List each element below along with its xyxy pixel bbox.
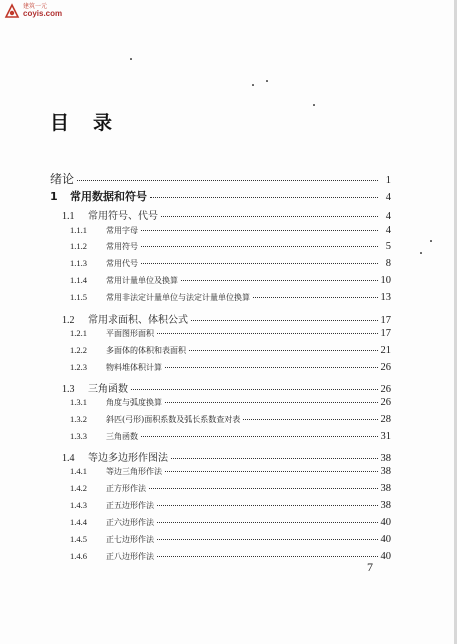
toc-entry-page: 21	[380, 345, 391, 356]
toc-entry-title: 三角函数	[106, 432, 138, 441]
scan-speck	[266, 80, 268, 82]
toc-entry-title: 常用符号	[106, 242, 138, 251]
toc-entry-number: 1.3.3	[70, 431, 87, 441]
toc-entry-number: 1.1.1	[70, 225, 87, 235]
toc-entry[interactable]	[62, 380, 391, 395]
dot-leader	[150, 197, 378, 198]
toc-entry-number: 1.4	[62, 453, 75, 464]
toc-entry[interactable]	[70, 534, 391, 545]
toc-entry-title: 常用代号	[106, 259, 138, 268]
toc-entry-title: 正七边形作法	[106, 535, 154, 544]
toc-entry[interactable]	[70, 483, 391, 494]
toc-entry[interactable]	[70, 431, 391, 442]
toc-entry-title: 角度与弧度换算	[106, 398, 162, 407]
dot-leader	[191, 320, 378, 321]
toc-entry-title: 绪论	[50, 172, 75, 186]
scan-speck	[430, 240, 432, 242]
toc-entry-page: 4	[385, 192, 391, 203]
scan-speck	[252, 84, 254, 86]
toc-entry-number: 1.3.2	[70, 414, 87, 424]
toc-entry[interactable]	[62, 207, 391, 222]
toc-entry-page: 28	[380, 414, 391, 425]
dot-leader	[171, 458, 378, 459]
toc-entry[interactable]	[70, 292, 391, 303]
toc-entry-page: 8	[385, 258, 391, 269]
toc-entry-number: 1.1.5	[70, 292, 87, 302]
toc-entry[interactable]	[70, 328, 391, 339]
dot-leader	[141, 436, 378, 437]
toc-entry-page: 40	[380, 534, 391, 545]
page-title: 目录	[50, 112, 137, 134]
dot-leader	[165, 402, 378, 403]
toc-entry-page: 17	[380, 315, 391, 326]
dot-leader	[157, 505, 378, 506]
toc-entry[interactable]	[70, 517, 391, 528]
scan-speck	[313, 104, 315, 106]
dot-leader	[181, 280, 378, 281]
toc-entry-number: 1.3	[62, 384, 75, 395]
dot-leader	[157, 539, 378, 540]
toc-entry-page: 26	[380, 362, 391, 373]
toc-entry[interactable]	[70, 241, 391, 252]
toc-entry-page: 38	[380, 466, 391, 477]
toc-entry-page: 26	[380, 397, 391, 408]
toc-entry-page: 38	[380, 453, 391, 464]
dot-leader	[149, 488, 378, 489]
scan-speck	[420, 252, 422, 254]
toc-entry-page: 40	[380, 551, 391, 562]
toc-entry-title: 常用数据和符号	[70, 190, 147, 203]
toc-entry-title: 等边多边形作图法	[88, 453, 168, 464]
toc-entry-title: 正八边形作法	[106, 552, 154, 561]
toc-entry[interactable]	[70, 258, 391, 269]
dot-leader	[157, 522, 378, 523]
toc-entry-page: 38	[380, 483, 391, 494]
toc-entry-page: 1	[385, 175, 391, 186]
toc-entry-title: 常用计量单位及换算	[106, 276, 178, 285]
toc-entry-number: 1.2.3	[70, 362, 87, 372]
toc-entry-title: 物料堆体积计算	[106, 363, 162, 372]
toc-entry-title: 正五边形作法	[106, 501, 154, 510]
scan-speck	[130, 58, 132, 60]
toc-entry-title: 等边三角形作法	[106, 467, 162, 476]
toc-entry-title: 正方形作法	[106, 484, 146, 493]
toc-entry-title: 多面体的体积和表面积	[106, 346, 186, 355]
toc-entry-page: 13	[380, 292, 391, 303]
toc-entry[interactable]	[70, 500, 391, 511]
toc-entry-page: 5	[385, 241, 391, 252]
toc-entry-page: 26	[380, 384, 391, 395]
toc-entry-number: 1.4.1	[70, 466, 87, 476]
toc-entry-number: 1.4.2	[70, 483, 87, 493]
toc-entry[interactable]	[70, 466, 391, 477]
toc-entry-page: 4	[385, 211, 391, 222]
dot-leader	[161, 216, 378, 217]
dot-leader	[253, 297, 378, 298]
logo-url: coyis.com	[23, 9, 63, 18]
toc-entry-number: 1.4.4	[70, 517, 87, 527]
logo-brand-cn: 建筑一元	[23, 3, 48, 10]
dot-leader	[141, 230, 378, 231]
toc-entry-title: 斜匹(弓形)面积系数及弧长系数查对表	[106, 415, 241, 424]
toc-entry[interactable]	[62, 311, 391, 326]
toc-entry-page: 4	[385, 225, 391, 236]
toc-entry-title: 常用符号、代号	[88, 211, 158, 222]
toc-entry-page: 40	[380, 517, 391, 528]
dot-leader	[131, 389, 378, 390]
toc-entry[interactable]	[70, 225, 391, 236]
toc-entry-number: 1.4.6	[70, 551, 87, 561]
toc-entry[interactable]	[70, 275, 391, 286]
toc-entry[interactable]	[70, 345, 391, 356]
toc-entry[interactable]	[70, 551, 391, 562]
toc-entry-title: 常用求面积、体积公式	[88, 315, 188, 326]
toc-entry-number: 1	[50, 190, 58, 203]
toc-entry-number: 1.1.2	[70, 241, 87, 251]
toc-entry-title: 常用非法定计量单位与法定计量单位换算	[106, 293, 250, 302]
toc-entry[interactable]	[62, 449, 391, 464]
toc-entry-page: 10	[380, 275, 391, 286]
page-number: 7	[367, 560, 373, 574]
toc-entry-title: 常用字母	[106, 226, 138, 235]
toc-entry-title: 正六边形作法	[106, 518, 154, 527]
toc-entry-page: 31	[380, 431, 391, 442]
toc-entry-page: 38	[380, 500, 391, 511]
toc-entry-title: 平面图形面积	[106, 329, 154, 338]
toc-entry[interactable]	[50, 188, 391, 204]
toc-entry[interactable]	[70, 362, 391, 373]
toc-entry-number: 1.2.1	[70, 328, 87, 338]
toc-entry-title: 三角函数	[88, 384, 128, 395]
dot-leader	[165, 471, 378, 472]
toc-entry-number: 1.1.3	[70, 258, 87, 268]
dot-leader	[157, 333, 378, 334]
toc-entry-number: 1.4.5	[70, 534, 87, 544]
toc-entry-number: 1.1	[62, 211, 75, 222]
toc-entry-page: 17	[380, 328, 391, 339]
dot-leader	[243, 419, 377, 420]
toc-entry-number: 1.3.1	[70, 397, 87, 407]
toc-entry[interactable]	[70, 397, 391, 408]
dot-leader	[141, 246, 378, 247]
toc-entry-number: 1.2	[62, 315, 75, 326]
dot-leader	[189, 350, 378, 351]
dot-leader	[157, 556, 378, 557]
dot-leader	[141, 263, 378, 264]
dot-leader	[77, 180, 378, 181]
toc-entry-number: 1.4.3	[70, 500, 87, 510]
toc-entry[interactable]	[50, 170, 391, 187]
toc-entry[interactable]	[70, 414, 391, 425]
toc-entry-number: 1.1.4	[70, 275, 87, 285]
dot-leader	[165, 367, 378, 368]
toc-entry-number: 1.2.2	[70, 345, 87, 355]
